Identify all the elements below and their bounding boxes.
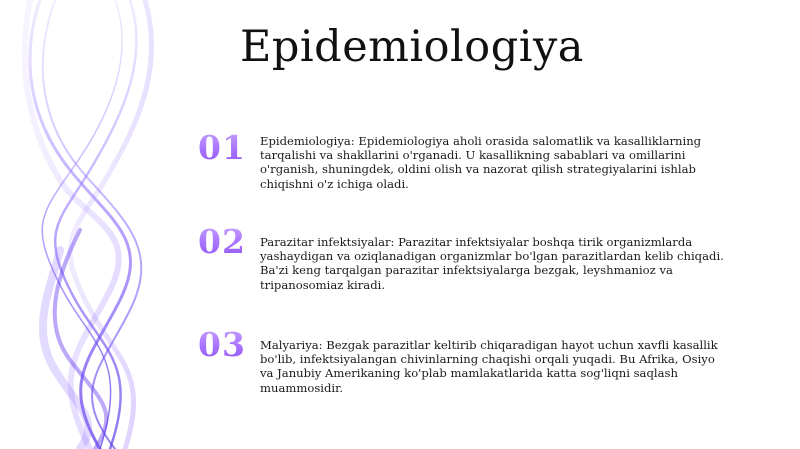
item-text: Epidemiologiya: Epidemiologiya aholi orasida salomatlik va kasalliklarning tarqalishi va shakllarini o'rganadi. U kasallikning sabablari va omillarini o'rganish, shuningdek, oldini olish va nazorat qilish strategiyalarini ishlab chiqishni o'z ichiga oladi. bbox=[260, 134, 702, 191]
item-text: Parazitar infektsiyalar: Parazitar infektsiyalar boshqa tirik organizmlarda yashaydigan va oziqlanadigan organizmlar bo'lgan parazitlardan kelib chiqadi. Ba'zi keng tarqalgan parazitar infektsiyalarga bezgak, leyshmanioz va tripanosomiaz kiradi. bbox=[260, 235, 724, 292]
slide-title: Epidemiologiya bbox=[240, 22, 584, 72]
item-number: 01 bbox=[198, 128, 254, 167]
item-number: 03 bbox=[198, 325, 254, 364]
item-number: 02 bbox=[198, 222, 254, 261]
purple-smoke-wave-image bbox=[0, 0, 200, 449]
item-text: Malyariya: Bezgak parazitlar keltirib chiqaradigan hayot uchun xavfli kasallik bo'lib, infektsiyalangan chivinlarning chaqishi orqali yuqadi. Bu Afrika, Osiyo va Janubiy Amerikaning ko'plab mamlakatlarida katta sog'liqni saqlash muammosidir. bbox=[260, 338, 718, 395]
